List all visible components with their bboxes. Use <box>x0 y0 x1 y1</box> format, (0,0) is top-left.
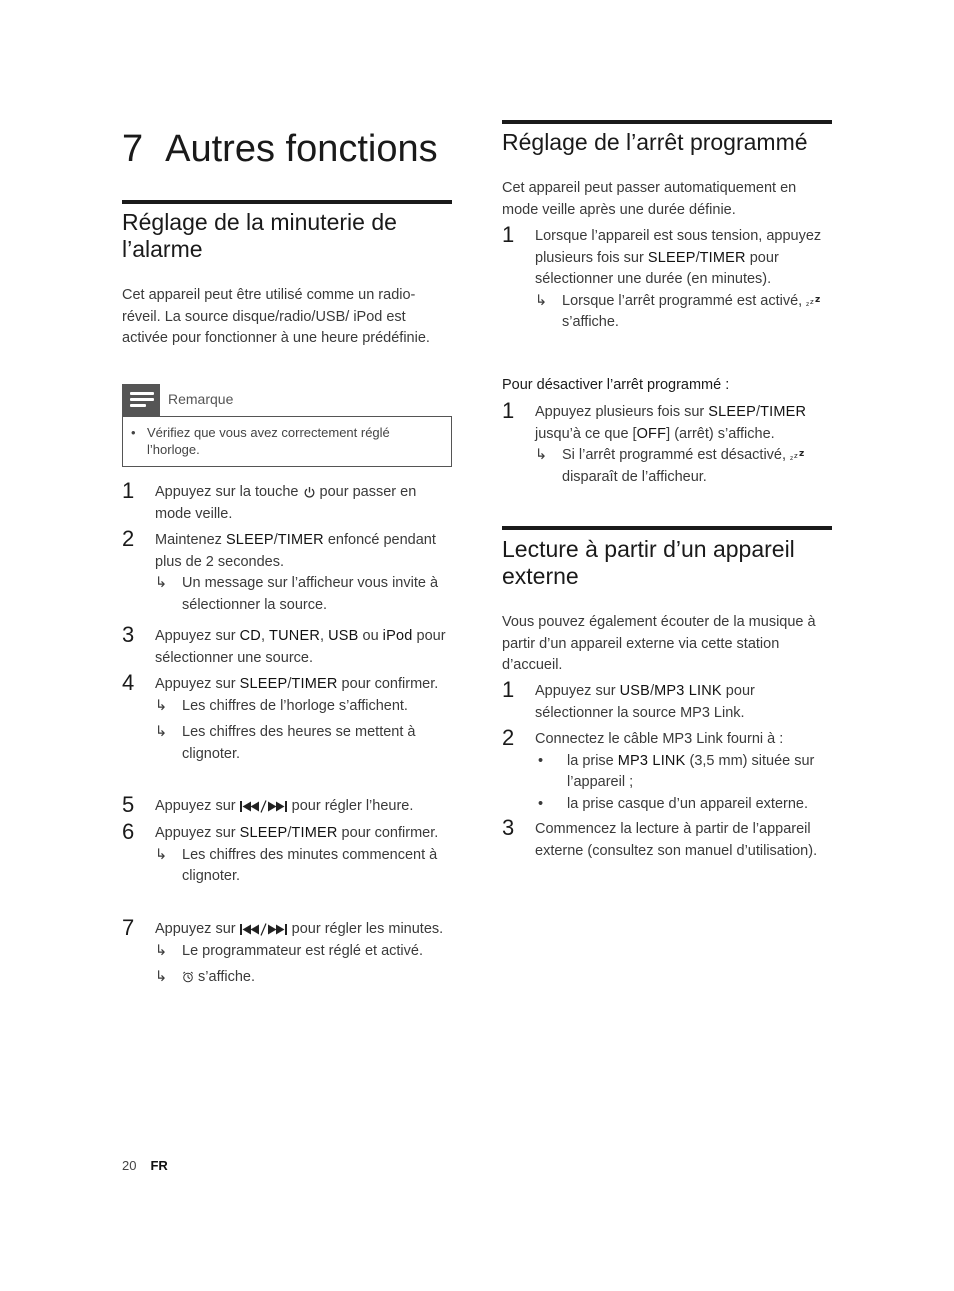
svg-text:z: z <box>799 449 805 460</box>
note-box <box>122 416 452 467</box>
step-result: ↳ Les chiffres des heures se mettent à clignoter. <box>155 724 416 762</box>
step-number: 5 <box>122 792 135 817</box>
list-item: • la prise casque d’un appareil externe. <box>535 794 832 816</box>
step-number: 4 <box>122 670 135 695</box>
step-number: 1 <box>502 677 515 702</box>
arrow-icon: ↳ <box>155 969 168 985</box>
step-text: Appuyez sur pour régler les minutes. <box>155 921 444 937</box>
step-result: ↳ Un message sur l’afficheur vous invite à sélectionner la source. <box>155 575 439 613</box>
arrow-icon: ↳ <box>155 724 168 740</box>
step-number: 2 <box>122 526 135 551</box>
step-result: ↳ s’affiche. <box>155 967 452 989</box>
arrow-icon: ↳ <box>155 697 168 714</box>
step-number: 3 <box>502 815 515 840</box>
alarm-intro: Cet appareil peut être utilisé comme un radio-réveil. La source disque/radio/USB/ iPod est activée pour fonctionner à une heure prédéfinie. <box>122 287 430 346</box>
chapter-title-text: Autres fonctions <box>165 128 438 170</box>
alarm-step-7 <box>122 915 452 989</box>
arrow-icon: ↳ <box>535 447 548 463</box>
section-rule <box>502 526 832 530</box>
step-text: Appuyez plusieurs fois sur SLEEP/TIMER jusqu’à ce que [OFF] (arrêt) s’affiche. <box>535 404 807 442</box>
alarm-step-3 <box>122 622 452 669</box>
step-text: Appuyez sur SLEEP/TIMER pour confirmer. <box>155 676 439 692</box>
alarm-step-2 <box>122 526 452 616</box>
external-step-3 <box>502 815 832 862</box>
power-icon <box>303 486 316 499</box>
step-number: 7 <box>122 915 135 940</box>
alarm-clock-icon <box>182 971 194 983</box>
section-rule <box>502 120 832 124</box>
alarm-step-4 <box>122 670 452 765</box>
svg-text:z: z <box>790 455 794 462</box>
sleep-zzz-icon <box>806 295 822 307</box>
sleep-intro: Cet appareil peut passer automatiquement en mode veille après une durée définie. <box>502 180 797 218</box>
svg-text:z: z <box>806 300 810 307</box>
alarm-step-6 <box>122 819 452 888</box>
step-text: Lorsque l’appareil est sous tension, appuyez plusieurs fois sur SLEEP/TIMER pour sélectionner une durée (en minutes). <box>535 228 822 287</box>
step-result: ↳ Lorsque l’arrêt programmé est activé, z z z s’affiche. <box>535 292 821 330</box>
external-step-2 <box>502 725 832 815</box>
external-step-1 <box>502 677 832 724</box>
section-rule <box>122 200 452 204</box>
step-result: ↳ Les chiffres de l’horloge s’affichent. <box>155 696 452 718</box>
step-number: 1 <box>502 398 515 423</box>
external-heading-line1: Lecture à partir d’un appareil <box>502 536 795 562</box>
chapter-number: 7 <box>122 128 144 170</box>
note-header <box>122 384 452 416</box>
alarm-step-5 <box>122 792 452 818</box>
step-result: ↳ Le programmateur est réglé et activé. <box>155 941 452 963</box>
svg-text:z: z <box>810 297 814 306</box>
alarm-heading-line1: Réglage de la minuterie de <box>122 209 397 235</box>
sleep-step-2 <box>502 398 832 488</box>
sleep-heading: Réglage de l’arrêt programmé <box>502 129 808 155</box>
external-intro: Vous pouvez également écouter de la musique à partir d’un appareil externe via cette station d’accueil. <box>502 614 816 673</box>
language-code: FR <box>150 1158 168 1173</box>
note-title: Remarque <box>168 391 234 407</box>
step-number: 2 <box>502 725 515 750</box>
bullet-icon: • <box>538 795 544 812</box>
list-item: • la prise MP3 LINK (3,5 mm) située sur l’appareil ; <box>538 752 815 790</box>
note-icon <box>122 384 160 416</box>
prev-next-icon <box>240 923 288 936</box>
chapter-title <box>122 126 452 172</box>
arrow-icon: ↳ <box>155 942 168 959</box>
step-text: Connectez le câble MP3 Link fourni à : <box>535 731 784 747</box>
step-text: Appuyez sur USB/MP3 LINK pour sélectionner la source MP3 Link. <box>535 683 755 721</box>
deactivate-heading: Pour désactiver l’arrêt programmé : <box>502 377 730 393</box>
step-text: Appuyez sur pour régler l’heure. <box>155 798 414 814</box>
alarm-heading <box>122 209 452 263</box>
step-number: 1 <box>502 222 515 247</box>
step-number: 6 <box>122 819 135 844</box>
arrow-icon: ↳ <box>535 292 548 309</box>
sleep-step-1 <box>502 222 832 334</box>
svg-text:z: z <box>794 452 798 461</box>
bullet-icon: • <box>538 752 544 769</box>
external-heading-line2: externe <box>502 563 579 589</box>
arrow-icon: ↳ <box>155 575 168 591</box>
arrow-icon: ↳ <box>155 846 168 863</box>
alarm-heading-line2: l’alarme <box>122 236 203 262</box>
step-text: Maintenez SLEEP/TIMER enfoncé pendant plus de 2 secondes. <box>155 532 436 570</box>
page-number: 20 <box>122 1158 137 1173</box>
step-text: Appuyez sur la touche pour passer en mode veille. <box>155 484 417 522</box>
alarm-step-1 <box>122 478 452 525</box>
step-number: 3 <box>122 622 135 647</box>
prev-next-icon <box>240 800 288 813</box>
step-text: Appuyez sur SLEEP/TIMER pour confirmer. <box>155 825 439 841</box>
step-result: ↳ Les chiffres des minutes commencent à clignoter. <box>155 846 438 884</box>
page-footer <box>122 1158 168 1173</box>
external-heading <box>502 536 832 590</box>
step-text: Appuyez sur CD, TUNER, USB ou iPod pour sélectionner une source. <box>155 628 446 666</box>
sleep-zzz-icon <box>790 449 806 461</box>
svg-text:z: z <box>815 294 821 305</box>
bullet-icon: • <box>131 425 136 440</box>
step-number: 1 <box>122 478 135 503</box>
note-text: Vérifiez que vous avez correctement réglé l’horloge. <box>147 425 390 457</box>
step-text: Commencez la lecture à partir de l’appareil externe (consultez son manuel d’utilisation). <box>535 821 818 859</box>
step-result: ↳ Si l’arrêt programmé est désactivé, z z z disparaît de l’afficheur. <box>535 447 805 485</box>
